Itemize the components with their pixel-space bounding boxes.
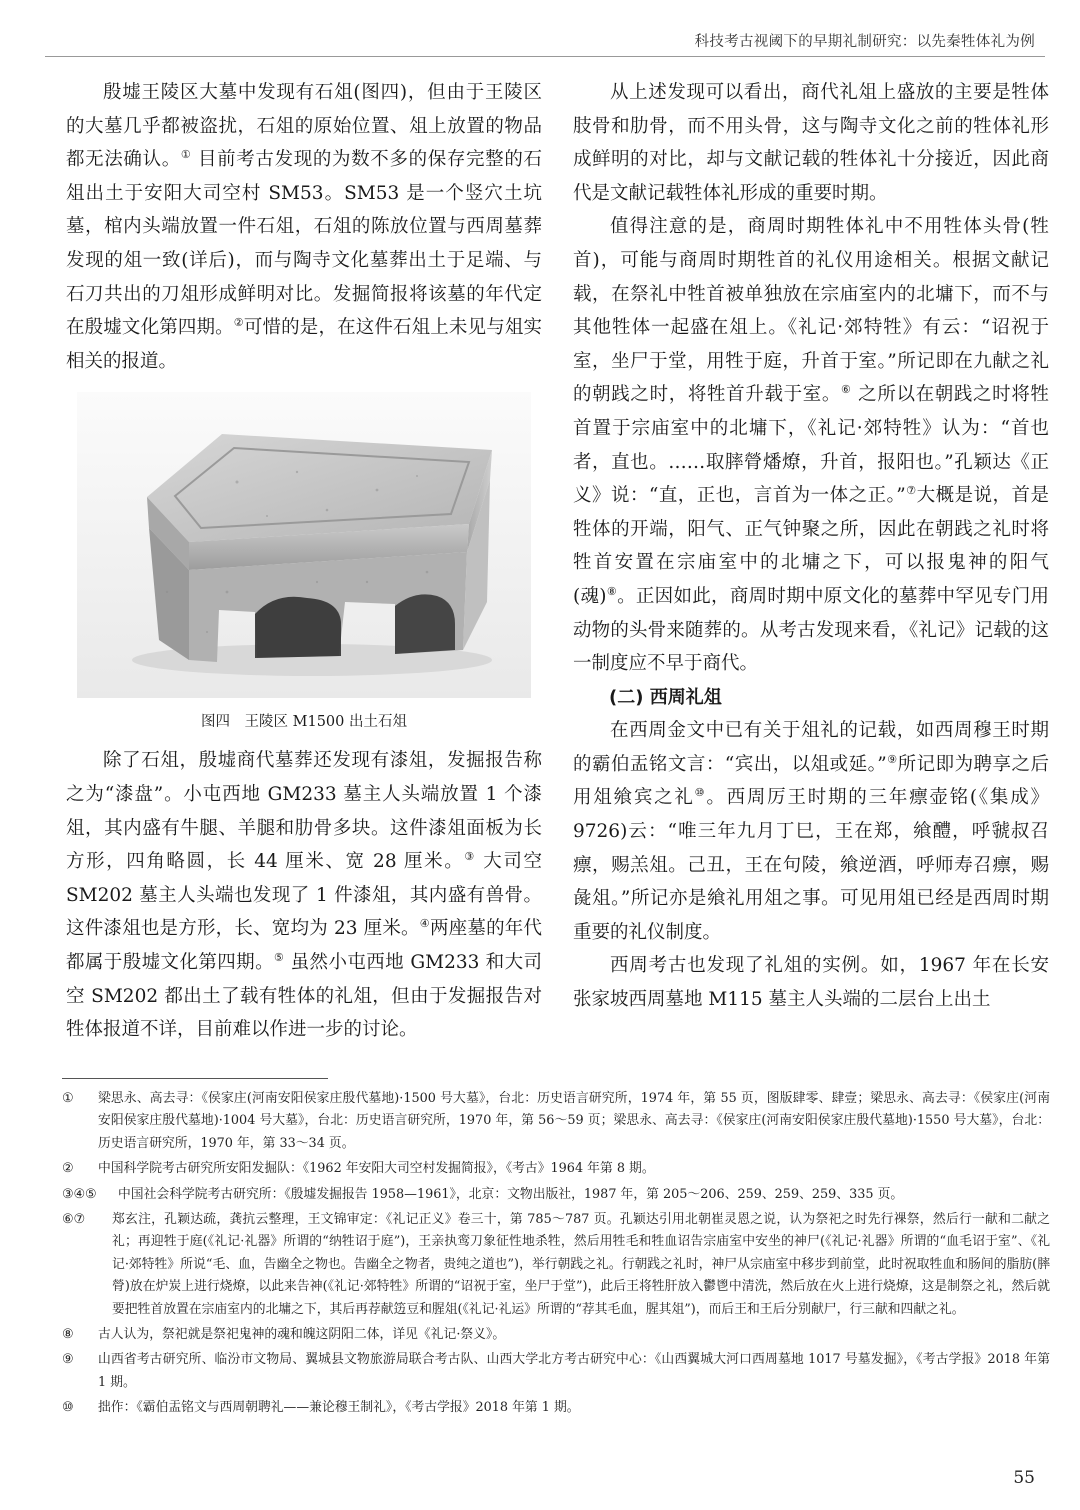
footnote — [62, 1349, 1050, 1394]
footnote-rule — [62, 1078, 328, 1079]
paragraph: 值得注意的是，商周时期牲体礼中不用牲体头骨(牲首)，可能与商周时期牲首的礼仪用途相关。根据文献记载，在祭礼中牲首被单独放在宗庙室内的北墉下，而不与其他牲体一起盛在俎上。《礼记·郊特牲》有云：“诏祝于室，坐尸于堂，用牲于庭，升首于室。”所记即在九献之礼的朝践之时，将牲首升载于室。⑥ 之所以在朝践之时将牲首置于宗庙室中的北墉下，《礼记·郊特牲》认为：“首也者，直也。……取膟膋燔燎，升首，报阳也。”孔颖达《正义》说：“直，正也，言首为一体之正。”⑦大概是说，首是牲体的开端，阳气、正气钟聚之所，因此在朝践之礼时将牲首安置在宗庙室中的北墉之下，可以报鬼神的阳气(魂)⑧。正因如此，商周时期中原文化的墓葬中罕见专门用动物的头骨来随葬的。从考古发现来看，《礼记》记载的这一制度应不早于商代。 — [573, 216, 1049, 675]
footnote-ref[interactable]: ⑤ — [273, 950, 285, 964]
footnote — [62, 1209, 1050, 1321]
footnote-text: 郑玄注，孔颖达疏，龚抗云整理，王文锦审定：《礼记正义》卷三十，第 785～787 页。孔颖达引用北朝崔灵恩之说，认为祭祀之时先行祼祭，然后行一献和二献之礼；再迎牲于庭(《礼记·礼器》所谓的“纳牲诏于庭”)，王亲执鸾刀象征性地杀牲，然后用牲毛和牲血诏告宗庙室中安坐的神尸(《礼记·礼器》所谓的“血毛诏于室”、《礼记·郊特牲》所说“毛、血，告幽全之物也。告幽全之物者，贵纯之道也”)，举行朝践之礼。行朝践之礼时，神尸从宗庙室中移步到前堂，此时祝取牲血和肠间的脂肪(膟膋)放在炉炭上进行烧燎，以此来告神(《礼记·郊特牲》所谓的“诏祝于室，坐尸于堂”)，此后王将牲肝放入鬱鬯中清洗，然后放在火上进行烧燎，这是制祭之礼，然后就要把牲首放置在宗庙室内的北墉之下，其后再荐献笾豆和腥俎(《礼记·礼运》所谓的“荐其毛血，腥其俎”)，而后王和王后分别献尸，行三献和四献之礼。 — [112, 1212, 1050, 1317]
paragraph: 从上述发现可以看出，商代礼俎上盛放的主要是牲体肢骨和肋骨，而不用头骨，这与陶寺文化之前的牲体礼形成鲜明的对比，却与文献记载的牲体礼十分接近，因此商代是文献记载牲体礼形成的重要时期。 — [573, 82, 1049, 204]
footnote-mark: ⑩ — [62, 1400, 74, 1416]
header-rule — [45, 56, 1045, 57]
paragraph: 殷墟王陵区大墓中发现有石俎(图四)，但由于王陵区的大墓几乎都被盗扰，石俎的原始位置、俎上放置的物品都无法确认。① 目前考古发现的为数不多的保存完整的石俎出土于安阳大司空村 SM53。SM53 是一个竖穴土坑墓，棺内头端放置一件石俎，石俎的陈放位置与西周墓葬发现的俎一致(详后)，而与陶寺文化墓葬出土于足端、与石刀共出的刀俎形成鲜明对比。发掘简报将该墓的年代定在殷墟文化第四期。②可惜的是，在这件石俎上未见与俎实相关的报道。 — [66, 82, 542, 372]
footnotes — [62, 1088, 1050, 1423]
paragraph: 西周考古也发现了礼俎的实例。如，1967 年在长安张家坡西周墓地 M115 墓主人头端的二层台上出土 — [573, 955, 1049, 1011]
footnote — [62, 1397, 1050, 1419]
footnote-mark: ⑧ — [62, 1327, 74, 1343]
footnote — [62, 1184, 1050, 1206]
footnote-text: 中国社会科学院考古研究所：《殷墟发掘报告 1958—1961》，北京：文物出版社，1987 年，第 205～206、259、259、259、335 页。 — [118, 1186, 904, 1202]
figure-stone-zu-photo — [77, 392, 531, 698]
footnote-mark: ③④⑤ — [62, 1186, 97, 1202]
footnote-mark: ① — [62, 1091, 74, 1106]
footnote-mark: ② — [62, 1161, 74, 1177]
footnote-ref[interactable]: ⑥ — [841, 383, 852, 397]
footnote-ref[interactable]: ③ — [464, 849, 476, 863]
footnote-text: 中国科学院考古研究所安阳发掘队：《1962 年安阳大司空村发掘简报》，《考古》1964 年第 8 期。 — [98, 1161, 655, 1177]
paragraph: 除了石俎，殷墟商代墓葬还发现有漆俎，发掘报告称之为“漆盘”。小屯西地 GM233 墓主人头端放置 1 个漆俎，其内盛有牛腿、羊腿和肋骨多块。这件漆俎面板为长方形，四角略圆，长 44 厘米、宽 28 厘米。③ 大司空 SM202 墓主人头端也发现了 1 件漆俎，其内盛有兽骨。这件漆俎也是方形，长、宽均为 23 厘米。④两座墓的年代都属于殷墟文化第四期。⑤ 虽然小屯西地 GM233 和大司空 SM202 都出土了载有牲体的礼俎，但由于发掘报告对牲体报道不详，目前难以作进一步的讨论。 — [66, 750, 542, 1041]
paragraph: 在西周金文中已有关于俎礼的记载，如西周穆王时期的霸伯盂铭文言：“宾出，以俎或延。”⑨所记即为聘享之后用俎飨宾之礼⑩。西周厉王时期的三年瘭壶铭(《集成》9726)云：“唯三年九月丁巳，王在郑，飨醴，呼虢叔召瘭，赐羔俎。己丑，王在句陵，飨逆酒，呼师寿召瘭，赐彘俎。”所记亦是飨礼用俎之事。可见用俎已经是西周时期重要的礼仪制度。 — [573, 720, 1049, 943]
right-column — [573, 76, 1049, 1017]
footnote-ref[interactable]: ④ — [419, 917, 430, 931]
footnote-ref[interactable]: ⑩ — [694, 786, 707, 800]
section-heading: (二) 西周礼俎 — [609, 686, 722, 708]
footnote — [62, 1088, 1050, 1155]
running-header: 科技考古视阈下的早期礼制研究：以先秦牲体礼为例 — [694, 34, 1035, 50]
footnote-ref[interactable]: ① — [180, 148, 192, 162]
footnote-text: 山西省考古研究所、临汾市文物局、翼城县文物旅游局联合考古队、山西大学北方考古研究中心：《山西翼城大河口西周墓地 1017 号墓发掘》，《考古学报》2018 年第 1 期。 — [98, 1352, 1050, 1390]
footnote-ref[interactable]: ⑨ — [886, 752, 898, 766]
page-number: 55 — [1013, 1468, 1035, 1488]
footnote-text: 古人认为，祭祀就是祭祀鬼神的魂和魄这阴阳二体，详见《礼记·祭义》。 — [98, 1327, 506, 1343]
footnote-ref[interactable]: ⑦ — [905, 483, 917, 497]
footnote-text: 拙作：《霸伯盂铭文与西周朝聘礼——兼论穆王制礼》，《考古学报》2018 年第 1 期。 — [98, 1400, 580, 1416]
left-column — [66, 76, 542, 1047]
footnote-mark: ⑨ — [62, 1352, 74, 1368]
footnote-ref[interactable]: ② — [233, 316, 244, 329]
footnote — [62, 1158, 1050, 1180]
footnote-mark: ⑥⑦ — [62, 1212, 85, 1228]
footnote-text: 梁思永、高去寻：《侯家庄(河南安阳侯家庄殷代墓地)·1500 号大墓》，台北：历史语言研究所，1974 年，第 55 页，图版肆零、肆壹；梁思永、高去寻：《侯家庄(河南安阳侯家庄殷代墓地)·1004 号大墓》，台北：历史语言研究所，1970 年，第 56～59 页；梁思永、高去寻：《侯家庄(河南安阳侯家庄殷代墓地)·1550 号大墓》，台北：历史语言研究所，1970 年，第 33～34 页。 — [98, 1091, 1050, 1151]
footnote-ref[interactable]: ⑧ — [606, 584, 618, 598]
figure-caption: 图四 王陵区 M1500 出土石俎 — [201, 714, 407, 731]
footnote — [62, 1324, 1050, 1346]
